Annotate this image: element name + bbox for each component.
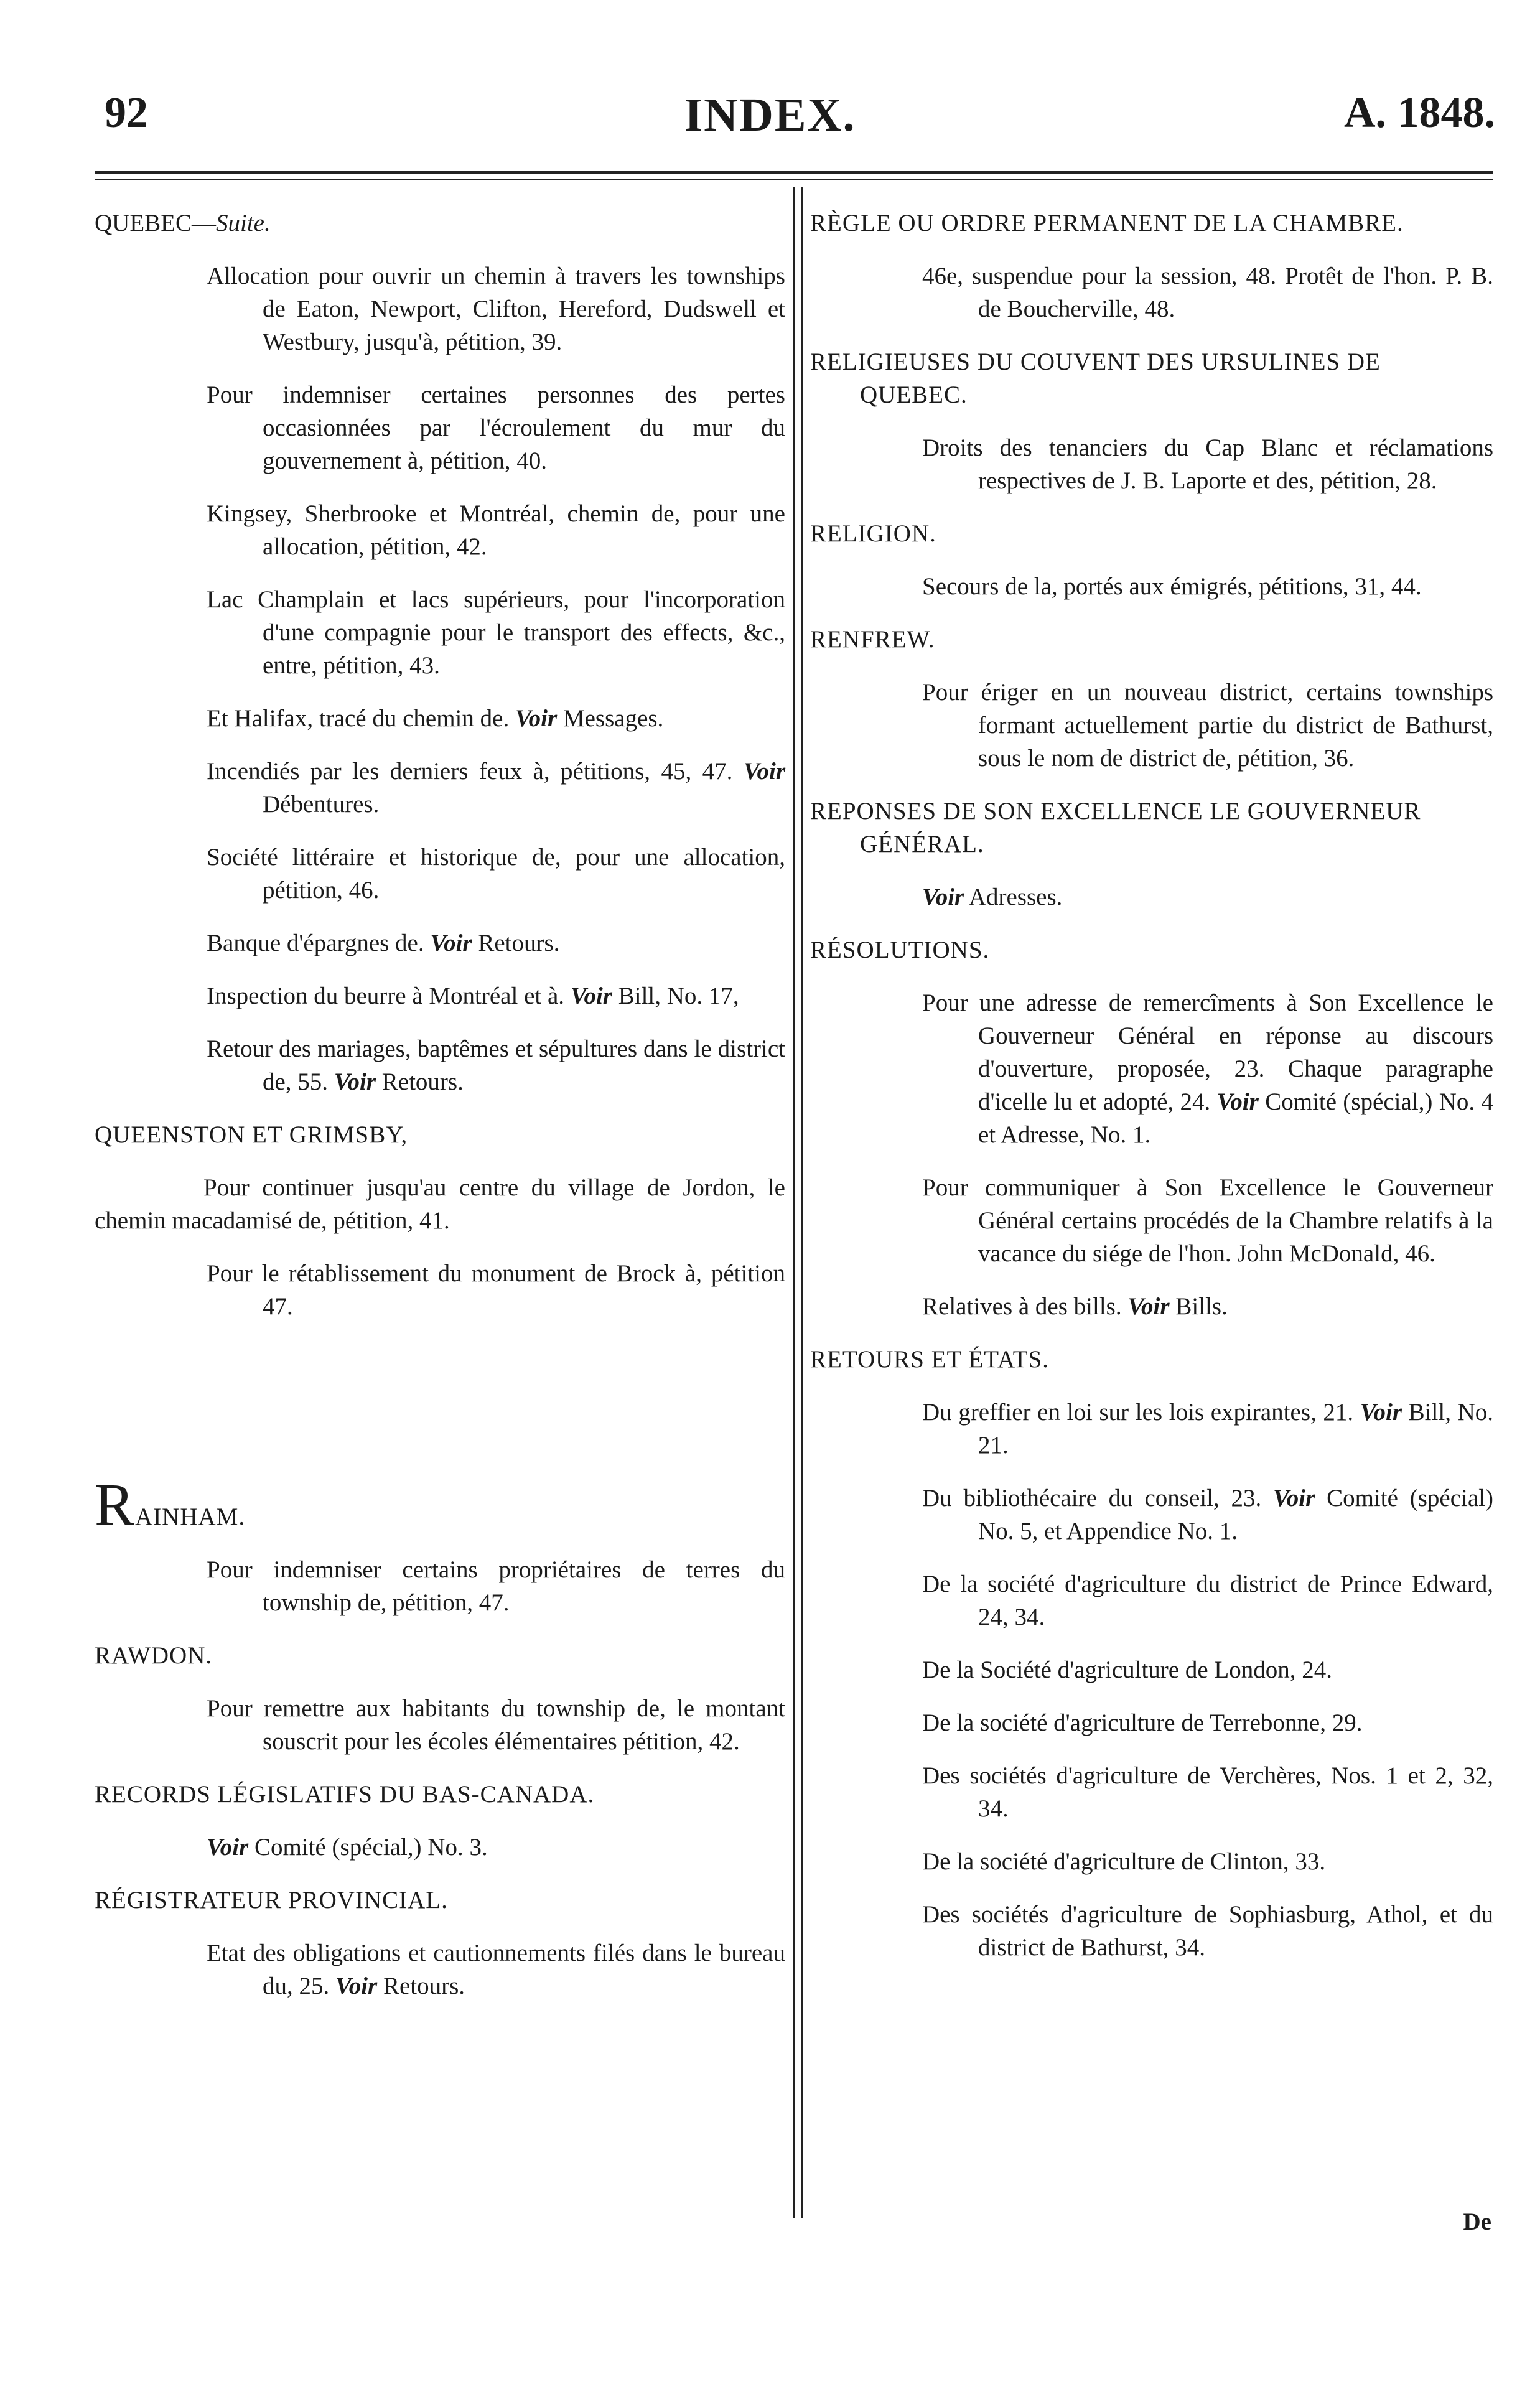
index-entry: Lac Champlain et lacs supérieurs, pour l'incorporation d'une compagnie pour le transport des effects, &c., entre, pétition, 43. xyxy=(207,586,785,679)
index-entry: De la société d'agriculture de Terrebonne, 29. xyxy=(922,1709,1363,1736)
index-heading-rawdon: RAWDON. xyxy=(95,1642,213,1669)
index-entry: Retour des mariages, baptêmes et sépultures dans le district de, 55. Voir Retours. xyxy=(207,1035,785,1095)
index-entry: Etat des obligations et cautionnements filés dans le bureau du, 25. Voir Retours. xyxy=(207,1940,785,1999)
index-entry: De la société d'agriculture de Clinton, 33. xyxy=(922,1848,1326,1875)
catchword: De xyxy=(1463,2208,1491,2235)
index-heading-registrateur: RÉGISTRATEUR PROVINCIAL. xyxy=(95,1887,448,1913)
index-entry: Allocation pour ouvrir un chemin à travers les townships de Eaton, Newport, Clifton, Hereford, Dudswell et Westbury, jusqu'à, pétition, 39. xyxy=(207,263,785,355)
index-heading-rainham: RAINHAM. xyxy=(95,1471,246,1538)
index-entry: Pour indemniser certaines personnes des pertes occasionnées par l'écroulement du mur du gouvernement à, pétition, 40. xyxy=(207,381,785,474)
index-entry: Incendiés par les derniers feux à, pétitions, 45, 47. Voir Débentures. xyxy=(207,758,785,818)
index-heading-reponses: REPONSES DE SON EXCELLENCE LE GOUVERNEUR GÉNÉRAL. xyxy=(810,798,1421,857)
drop-cap: R xyxy=(95,1471,136,1538)
index-entry: Des sociétés d'agriculture de Sophiasburg, Athol, et du district de Bathurst, 34. xyxy=(922,1901,1493,1961)
index-entry: 46e, suspendue pour la session, 48. Protêt de l'hon. P. B. de Boucherville, 48. xyxy=(922,263,1493,322)
index-entry: Relatives à des bills. Voir Bills. xyxy=(922,1293,1228,1320)
index-entry: Pour indemniser certains propriétaires de terres du township de, pétition, 47. xyxy=(207,1556,785,1616)
index-entry: Banque d'épargnes de. Voir Retours. xyxy=(207,930,560,956)
index-heading-queenston: QUEENSTON ET GRIMSBY, xyxy=(95,1121,408,1148)
index-heading-religion: RELIGION. xyxy=(810,520,936,547)
index-entry: Des sociétés d'agriculture de Verchères, Nos. 1 et 2, 32, 34. xyxy=(922,1762,1493,1822)
index-entry: Du bibliothécaire du conseil, 23. Voir Comité (spécial) No. 5, et Appendice No. 1. xyxy=(922,1485,1493,1544)
index-entry: Inspection du beurre à Montréal et à. Voir Bill, No. 17, xyxy=(207,983,739,1009)
index-entry: Pour communiquer à Son Excellence le Gouverneur Général certains procédés de la Chambre relatifs à la vacance du siége de l'hon. John McDonald, 46. xyxy=(922,1174,1493,1267)
index-entry: Kingsey, Sherbrooke et Montréal, chemin de, pour une allocation, pétition, 42. xyxy=(207,500,785,560)
left-column xyxy=(95,207,785,2022)
index-heading-religieuses: RELIGIEUSES DU COUVENT DES URSULINES DE QUEBEC. xyxy=(810,348,1381,408)
right-column xyxy=(810,207,1493,1984)
index-entry: Voir Comité (spécial,) No. 3. xyxy=(207,1834,488,1861)
column-divider-right xyxy=(801,187,803,2218)
page-header xyxy=(0,88,1540,151)
index-entry: Pour le rétablissement du monument de Brock à, pétition 47. xyxy=(207,1260,785,1320)
index-entry: De la société d'agriculture du district de Prince Edward, 24, 34. xyxy=(922,1571,1493,1630)
index-entry: Et Halifax, tracé du chemin de. Voir Messages. xyxy=(207,705,664,732)
page-year: A. 1848. xyxy=(1343,89,1495,137)
section-gap xyxy=(95,1343,785,1486)
page-number: 92 xyxy=(105,89,148,137)
header-rule-thick xyxy=(95,171,1493,174)
header-rule-thin xyxy=(95,179,1493,180)
index-entry: Pour une adresse de remercîments à Son Excellence le Gouverneur Général en réponse au discours d'ouverture, proposée, 23. Chaque paragraphe d'icelle lu et adopté, 24. Voir Comité (spécial,) No. 4 et Adresse, No. 1. xyxy=(922,989,1494,1148)
index-entry: De la Société d'agriculture de London, 24. xyxy=(922,1656,1332,1683)
index-entry: Secours de la, portés aux émigrés, pétitions, 31, 44. xyxy=(922,573,1422,600)
index-heading-records: RECORDS LÉGISLATIFS DU BAS-CANADA. xyxy=(95,1781,595,1808)
index-entry: Pour continuer jusqu'au centre du village de Jordon, le chemin macadamisé de, pétition, 41. xyxy=(95,1174,785,1234)
index-heading-quebec: QUEBEC—Suite. xyxy=(95,210,271,236)
index-entry: Société littéraire et historique de, pour une allocation, pétition, 46. xyxy=(207,844,785,904)
index-heading-renfrew: RENFREW. xyxy=(810,626,935,653)
index-entry: Pour remettre aux habitants du township de, le montant souscrit pour les écoles élémentaires pétition, 42. xyxy=(207,1695,785,1755)
index-entry: Voir Adresses. xyxy=(922,884,1063,910)
index-heading-resolutions: RÉSOLUTIONS. xyxy=(810,937,990,963)
column-divider-left xyxy=(793,187,795,2218)
index-heading-retours: RETOURS ET ÉTATS. xyxy=(810,1346,1050,1373)
index-heading-regle: RÈGLE OU ORDRE PERMANENT DE LA CHAMBRE. xyxy=(810,210,1404,236)
index-entry: Pour ériger en un nouveau district, certains townships formant actuellement partie du district de Bathurst, sous le nom de district de, pétition, 36. xyxy=(922,679,1493,772)
index-entry: Du greffier en loi sur les lois expirantes, 21. Voir Bill, No. 21. xyxy=(922,1399,1494,1459)
page-title: INDEX. xyxy=(684,89,856,141)
index-entry: Droits des tenanciers du Cap Blanc et réclamations respectives de J. B. Laporte et des, pétition, 28. xyxy=(922,434,1493,494)
